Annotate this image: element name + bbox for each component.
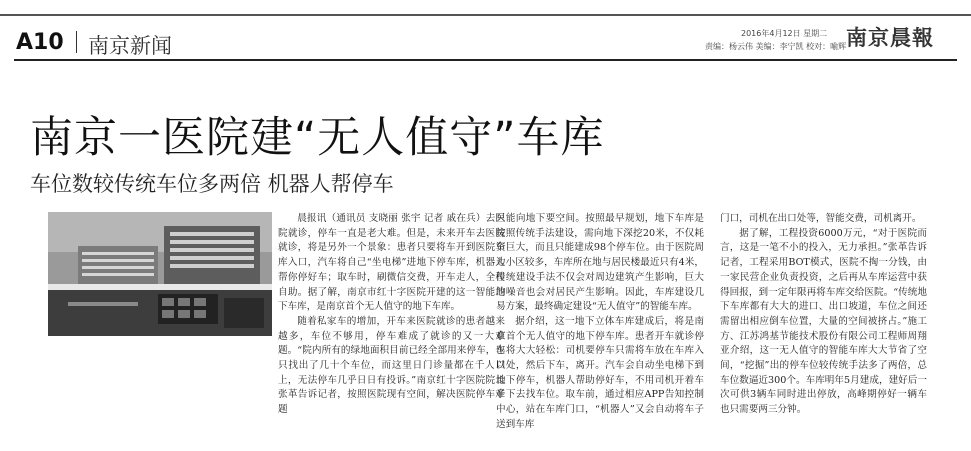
article-column-2 bbox=[496, 212, 704, 433]
paragraph: 随着私家车的增加，开车来医院就诊的患者越来越多，车位不够用，停车难成了就诊的又一大难题。“院内所有的绿地面积目前已经全部用来停车，也只找出了几十个车位，而这里日门诊量都在千人以上，无法停车几乎日日有投诉。”南京红十字医院院长张革告诉记者，按照医院现有空间，解决医院停车难题 bbox=[278, 315, 505, 416]
paragraph: 只能向地下要空间。按照最早规划，地下车库是按照传统手法建设，需向地下深挖20米，不仅耗资巨大，而且只能建成98个停车位。由于医院周边小区较多，车库所在地与居民楼最近只有4米，传统建设手法不仅会对周边建筑产生影响，巨大的噪音也会对居民产生影响。因此，车库建设几易方案，最终确定建设“无人值守”的智能车库。 bbox=[496, 213, 704, 313]
section-divider bbox=[76, 31, 77, 53]
article-column-3 bbox=[720, 212, 927, 418]
top-rule bbox=[0, 14, 971, 16]
hospital-rendering-image bbox=[48, 212, 272, 336]
section-code: A10 bbox=[16, 30, 64, 55]
paragraph: 据介绍，这一地下立体车库建成后，将是南京首个无人值守的地下停车库。患者开车就诊停车将大大轻松：司机要停车只需将车放在车库入口处，然后下车，离开。汽车会自动坐电梯下到地下停车，机器人帮助停好车，不用司机开着车子下去找车位。取车前，通过相应APP告知控制中心，站在车库门口，“机器人”又会自动将车子送到车库 bbox=[496, 315, 704, 430]
header-rule bbox=[14, 59, 957, 61]
section-name: 南京新闻 bbox=[88, 34, 172, 58]
paragraph: 晨报讯（通讯员 支晓丽 张宇 记者 戚在兵）去医院就诊，停车一直是老大难。但是，未来开车去医院就诊，将是另外一个景象：患者只要将车开到医院车库入口，汽车将自己“坐电梯”进地下停车库，机器人帮你停好车；取车时，刷微信交费，开车走人，全程自助。据了解，南京市红十字医院开建的这一智能地下车库，是南京首个无人值守的地下车库。 bbox=[278, 213, 505, 313]
credits-line: 责编：杨云伟 美编：李宁凯 校对：喻辉 bbox=[705, 42, 847, 51]
subheadline: 车位数较传统车位多两倍 机器人帮停车 bbox=[30, 172, 394, 196]
headline: 南京一医院建“无人值守”车库 bbox=[30, 113, 605, 163]
paragraph: 据了解，工程投资6000万元，“对于医院而言，这是一笔不小的投入，无力承担。”张革告诉记者，工程采用BOT模式，医院不掏一分钱，由一家民营企业负责投资，之后再从车库运营中获得回报，到一定年限再将车库交给医院。“传统地下车库都有大大的进口、出口坡道，车位之间还需留出相应倒车位置，大量的空间被挤占。”施工方、江苏鸿基节能技术股份有限公司工程师周翔亚介绍，这一无人值守的智能车库大大节省了空间，“挖掘”出的停车位较传统手法多了两倍，总车位数逼近300个。车库明年5月建成，建好后一次可供3辆车同时进出停放，高峰期停好一辆车也只需要两三分钟。 bbox=[720, 227, 927, 416]
paragraph: 门口，司机在出口处等，智能交费，司机离开。 bbox=[720, 213, 922, 224]
article-column-1 bbox=[272, 212, 505, 418]
newspaper-logo: 南京晨報 bbox=[846, 26, 934, 50]
date-line: 2016年4月12日 星期二 bbox=[741, 29, 828, 38]
